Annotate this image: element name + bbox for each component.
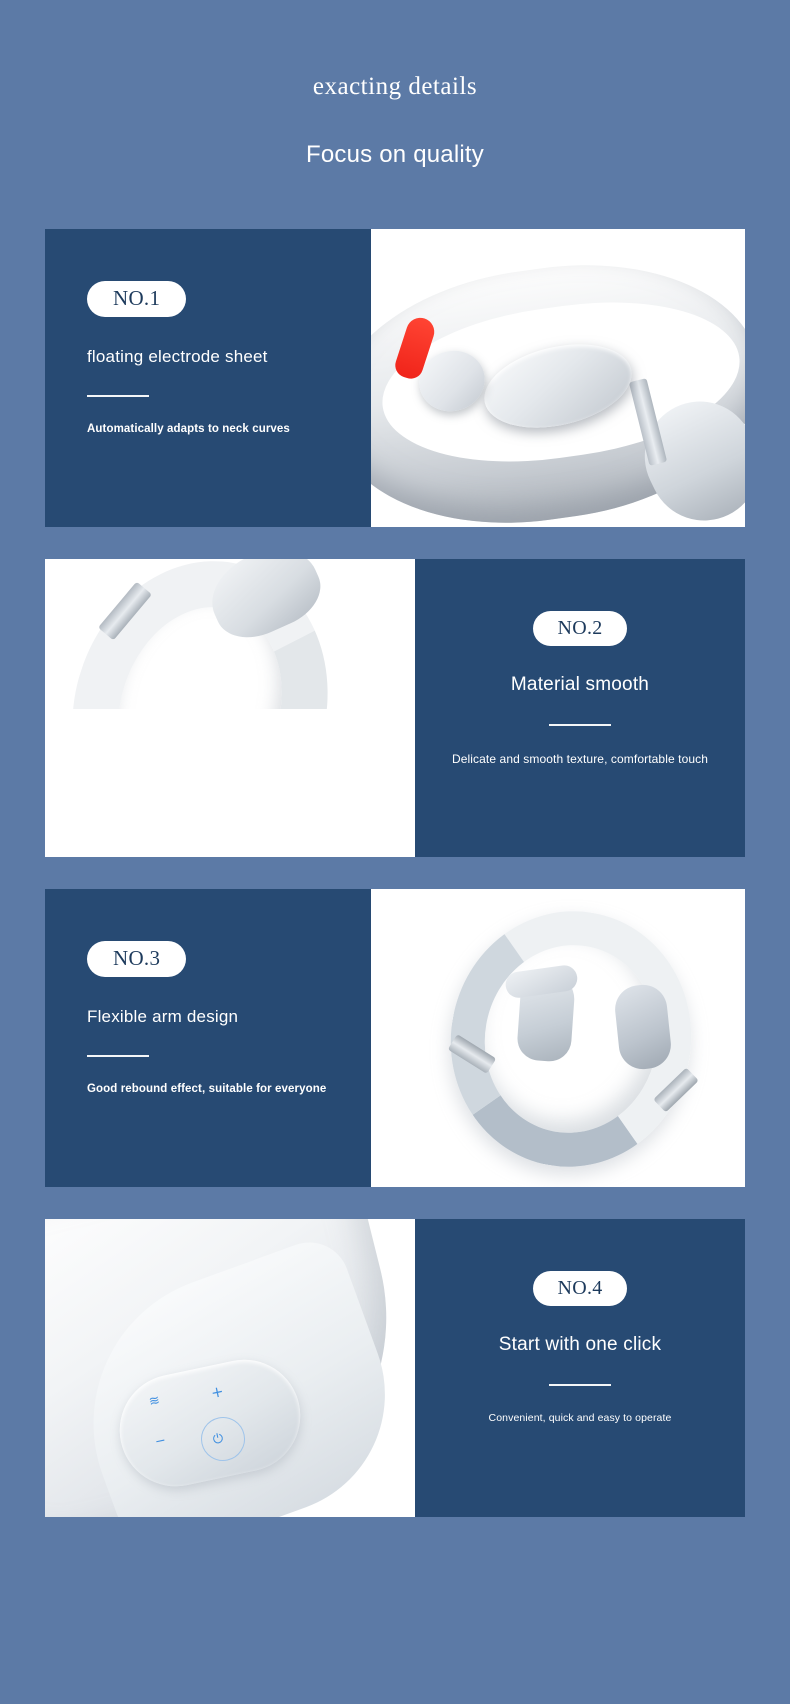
feature-subtext: Good rebound effect, suitable for everyone: [87, 1083, 327, 1095]
feature-headline: Material smooth: [510, 674, 650, 695]
feature-row: [45, 229, 745, 527]
product-illustration: [45, 559, 415, 857]
feature-badge: NO.3: [87, 941, 186, 977]
feature-row: [45, 1219, 745, 1517]
feature-image-electrode-pad: [371, 229, 745, 527]
feature-row: [45, 559, 745, 857]
feature-subtext: Convenient, quick and easy to operate: [488, 1412, 672, 1424]
feature-headline: floating electrode sheet: [87, 347, 268, 366]
page-header: [0, 0, 790, 167]
feature-badge: NO.4: [533, 1271, 626, 1306]
feature-image-flexible-arm: [371, 889, 745, 1187]
feature-text-panel: [45, 229, 371, 527]
feature-badge: NO.1: [87, 281, 186, 317]
feature-text-panel: [415, 559, 745, 857]
page-subtitle: Focus on quality: [306, 141, 484, 168]
feature-image-control-buttons: [45, 1219, 415, 1517]
feature-subtext: Delicate and smooth texture, comfortable touch: [451, 752, 709, 766]
divider-rule: [87, 1055, 149, 1057]
feature-rows: [0, 229, 790, 1517]
product-illustration: [371, 229, 745, 527]
feature-text-panel: [415, 1219, 745, 1517]
feature-headline: Flexible arm design: [87, 1007, 239, 1026]
arc-mask-shape: [45, 709, 385, 857]
plus-icon: +: [209, 1381, 226, 1403]
feature-headline: Start with one click: [498, 1334, 662, 1355]
feature-subtext: Automatically adapts to neck curves: [87, 423, 290, 435]
product-illustration: [45, 1219, 415, 1517]
divider-rule: [87, 395, 149, 397]
feature-badge: NO.2: [533, 611, 626, 646]
feature-image-smooth-material: [45, 559, 415, 857]
minus-icon: −: [153, 1433, 168, 1450]
mode-icon: ≋: [147, 1393, 162, 1410]
divider-rule: [549, 1384, 611, 1386]
electrode-pad-shape: [516, 971, 576, 1063]
product-illustration: [371, 889, 745, 1187]
feature-row: [45, 889, 745, 1187]
power-icon: ⏻: [211, 1431, 225, 1448]
divider-rule: [549, 724, 611, 726]
page-title: exacting details: [312, 73, 478, 100]
feature-text-panel: [45, 889, 371, 1187]
